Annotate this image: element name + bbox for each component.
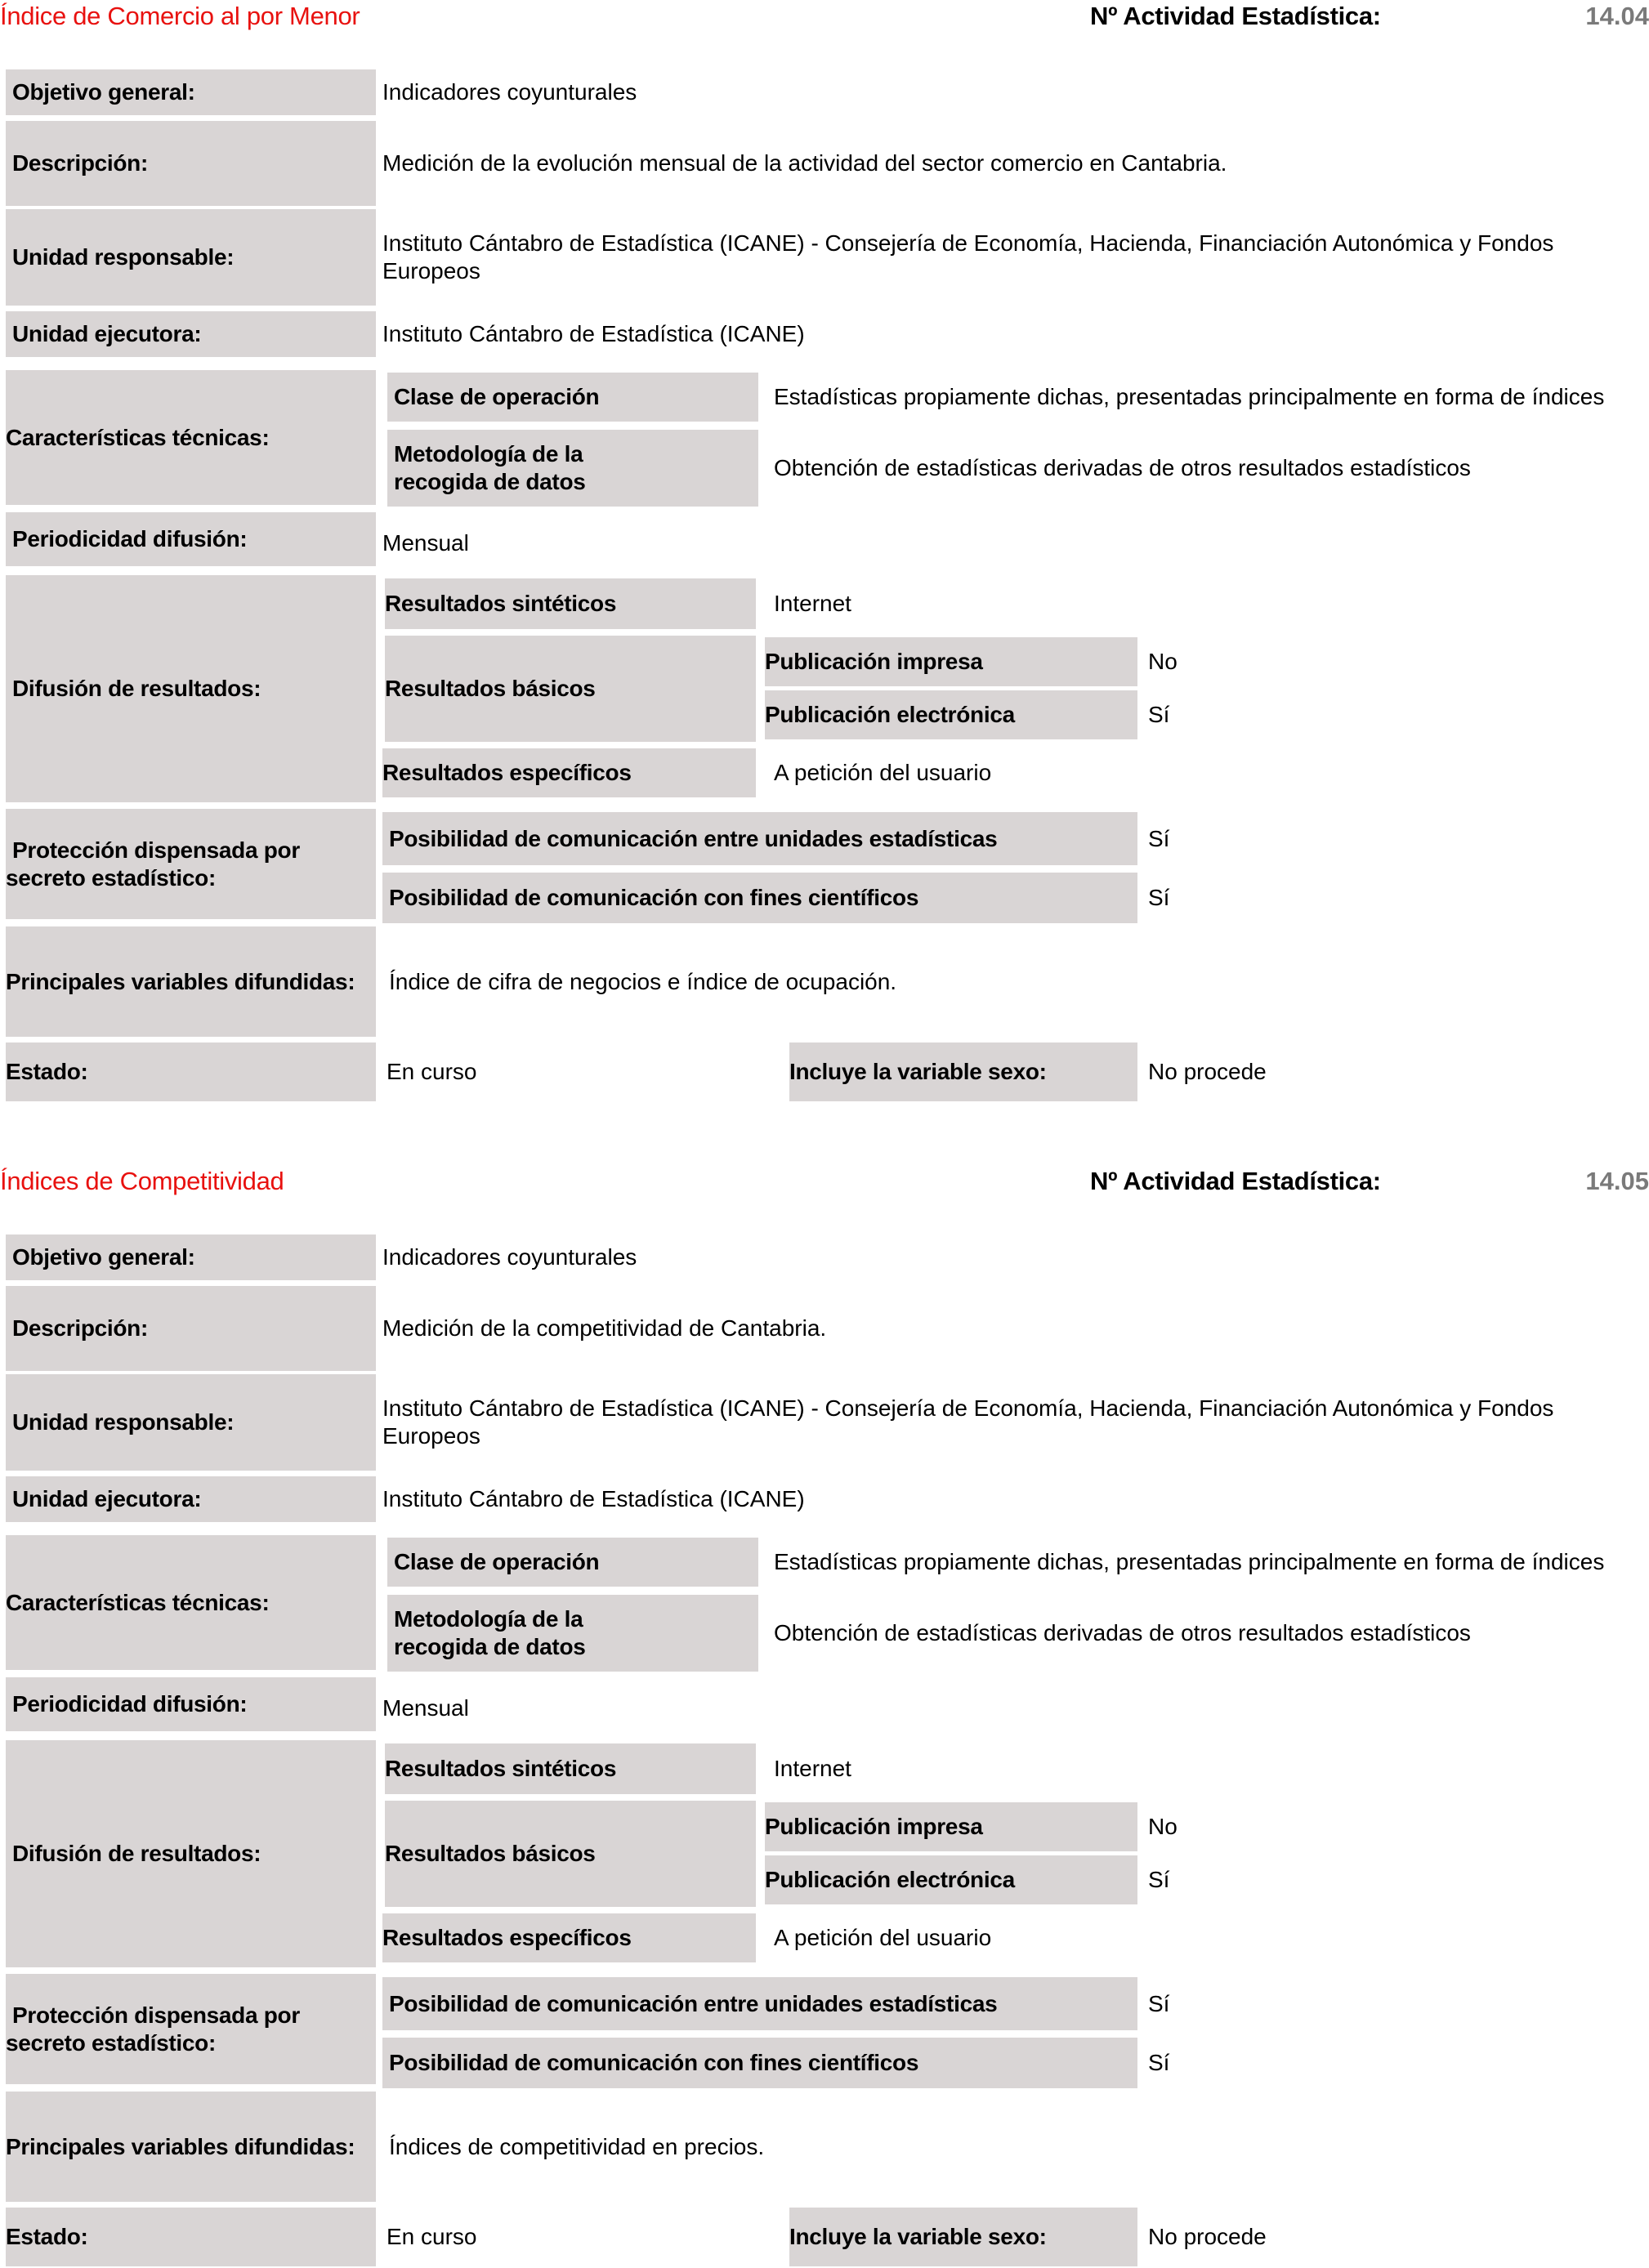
comunicacion-unidades-label: Posibilidad de comunicación entre unidades estadísticas (382, 1977, 1137, 2030)
unidad-ejecutora-label: Unidad ejecutora: (6, 311, 376, 357)
publicacion-impresa-value: No (1148, 649, 1178, 674)
objetivo-label: Objetivo general: (6, 1234, 376, 1280)
metodologia-label-text: Metodología de la recogida de datos (394, 1606, 586, 1659)
activity-record (0, 0, 1649, 1103)
activity-number: 14.05 (1585, 1167, 1649, 1195)
caracteristicas-label: Características técnicas: (6, 370, 376, 505)
resultados-especificos-label: Resultados específicos (382, 748, 756, 797)
variables-label: Principales variables difundidas: (6, 926, 376, 1037)
difusion-label: Difusión de resultados: (6, 1740, 376, 1967)
incluye-sexo-value: No procede (1148, 2224, 1267, 2249)
periodicidad-label: Periodicidad difusión: (6, 512, 376, 566)
publicacion-impresa-label: Publicación impresa (765, 1802, 1137, 1851)
publicacion-electronica-label: Publicación electrónica (765, 1855, 1137, 1904)
proteccion-label-text: Protección dispensada por secreto estadístico: (6, 837, 300, 891)
resultados-especificos-value: A petición del usuario (774, 1925, 992, 1950)
objetivo-value: Indicadores coyunturales (382, 79, 637, 105)
caracteristicas-label: Características técnicas: (6, 1535, 376, 1670)
record-title: Índices de Competitividad (0, 1167, 284, 1195)
comunicacion-unidades-label: Posibilidad de comunicación entre unidades estadísticas (382, 812, 1137, 865)
incluye-sexo-value: No procede (1148, 1059, 1267, 1084)
proteccion-label (6, 809, 376, 919)
clase-operacion-label: Clase de operación (387, 373, 758, 422)
publicacion-impresa-value: No (1148, 1814, 1178, 1839)
estado-value: En curso (387, 1059, 477, 1084)
unidad-responsable-value: Instituto Cántabro de Estadística (ICANE) - Consejería de Economía, Hacienda, Financiación Autonómica y Fondos Europeos (382, 1395, 1554, 1449)
metodologia-value: Obtención de estadísticas derivadas de otros resultados estadísticos (774, 1620, 1471, 1645)
resultados-sinteticos-label: Resultados sintéticos (385, 1743, 756, 1794)
publicacion-electronica-value: Sí (1148, 1867, 1170, 1892)
unidad-ejecutora-value: Instituto Cántabro de Estadística (ICANE) (382, 321, 805, 346)
unidad-responsable-label: Unidad responsable: (6, 209, 376, 306)
comunicacion-cientificos-value: Sí (1148, 2050, 1170, 2075)
incluye-sexo-label: Incluye la variable sexo: (789, 2208, 1137, 2266)
comunicacion-cientificos-label: Posibilidad de comunicación con fines científicos (382, 2038, 1137, 2088)
descripcion-label: Descripción: (6, 1286, 376, 1371)
estado-label: Estado: (6, 2208, 376, 2266)
objetivo-value: Indicadores coyunturales (382, 1244, 637, 1270)
resultados-sinteticos-value: Internet (774, 591, 851, 616)
comunicacion-unidades-value: Sí (1148, 1990, 1170, 2016)
difusion-label: Difusión de resultados: (6, 575, 376, 802)
comunicacion-unidades-value: Sí (1148, 825, 1170, 851)
resultados-basicos-label: Resultados básicos (385, 1801, 756, 1907)
variables-value: Índice de cifra de negocios e índice de ocupación. (389, 968, 897, 994)
clase-operacion-value: Estadísticas propiamente dichas, presentadas principalmente en forma de índices (774, 1549, 1605, 1574)
resultados-basicos-label: Resultados básicos (385, 636, 756, 742)
clase-operacion-value: Estadísticas propiamente dichas, presentadas principalmente en forma de índices (774, 384, 1605, 409)
publicacion-impresa-label: Publicación impresa (765, 637, 1137, 686)
clase-operacion-label: Clase de operación (387, 1538, 758, 1587)
activity-record (0, 1165, 1649, 2268)
descripcion-value: Medición de la evolución mensual de la actividad del sector comercio en Cantabria. (382, 150, 1227, 176)
metodologia-label-text: Metodología de la recogida de datos (394, 441, 586, 494)
proteccion-label (6, 1974, 376, 2084)
publicacion-electronica-value: Sí (1148, 702, 1170, 727)
unidad-ejecutora-value: Instituto Cántabro de Estadística (ICANE) (382, 1486, 805, 1511)
unidad-responsable-value: Instituto Cántabro de Estadística (ICANE) - Consejería de Economía, Hacienda, Financiación Autonómica y Fondos Europeos (382, 230, 1554, 284)
resultados-sinteticos-label: Resultados sintéticos (385, 578, 756, 629)
periodicidad-value: Mensual (382, 1695, 469, 1721)
periodicidad-label: Periodicidad difusión: (6, 1677, 376, 1731)
metodologia-value: Obtención de estadísticas derivadas de otros resultados estadísticos (774, 455, 1471, 480)
periodicidad-value: Mensual (382, 530, 469, 556)
estado-label: Estado: (6, 1042, 376, 1101)
unidad-ejecutora-label: Unidad ejecutora: (6, 1476, 376, 1522)
record-title: Índice de Comercio al por Menor (0, 2, 360, 30)
descripcion-label: Descripción: (6, 121, 376, 206)
comunicacion-cientificos-value: Sí (1148, 885, 1170, 910)
variables-label: Principales variables difundidas: (6, 2092, 376, 2202)
resultados-sinteticos-value: Internet (774, 1756, 851, 1781)
resultados-especificos-label: Resultados específicos (382, 1913, 756, 1962)
activity-number-label: Nº Actividad Estadística: (1090, 1167, 1381, 1195)
metodologia-label (387, 430, 758, 507)
incluye-sexo-label: Incluye la variable sexo: (789, 1042, 1137, 1101)
activity-number-label: Nº Actividad Estadística: (1090, 2, 1381, 30)
objetivo-label: Objetivo general: (6, 69, 376, 115)
descripcion-value: Medición de la competitividad de Cantabria. (382, 1315, 827, 1341)
activity-number: 14.04 (1585, 2, 1649, 30)
metodologia-label (387, 1595, 758, 1672)
publicacion-electronica-label: Publicación electrónica (765, 690, 1137, 739)
comunicacion-cientificos-label: Posibilidad de comunicación con fines científicos (382, 873, 1137, 923)
proteccion-label-text: Protección dispensada por secreto estadístico: (6, 2002, 300, 2056)
estado-value: En curso (387, 2224, 477, 2249)
unidad-responsable-label: Unidad responsable: (6, 1374, 376, 1471)
resultados-especificos-value: A petición del usuario (774, 760, 992, 785)
variables-value: Índices de competitividad en precios. (389, 2133, 765, 2159)
